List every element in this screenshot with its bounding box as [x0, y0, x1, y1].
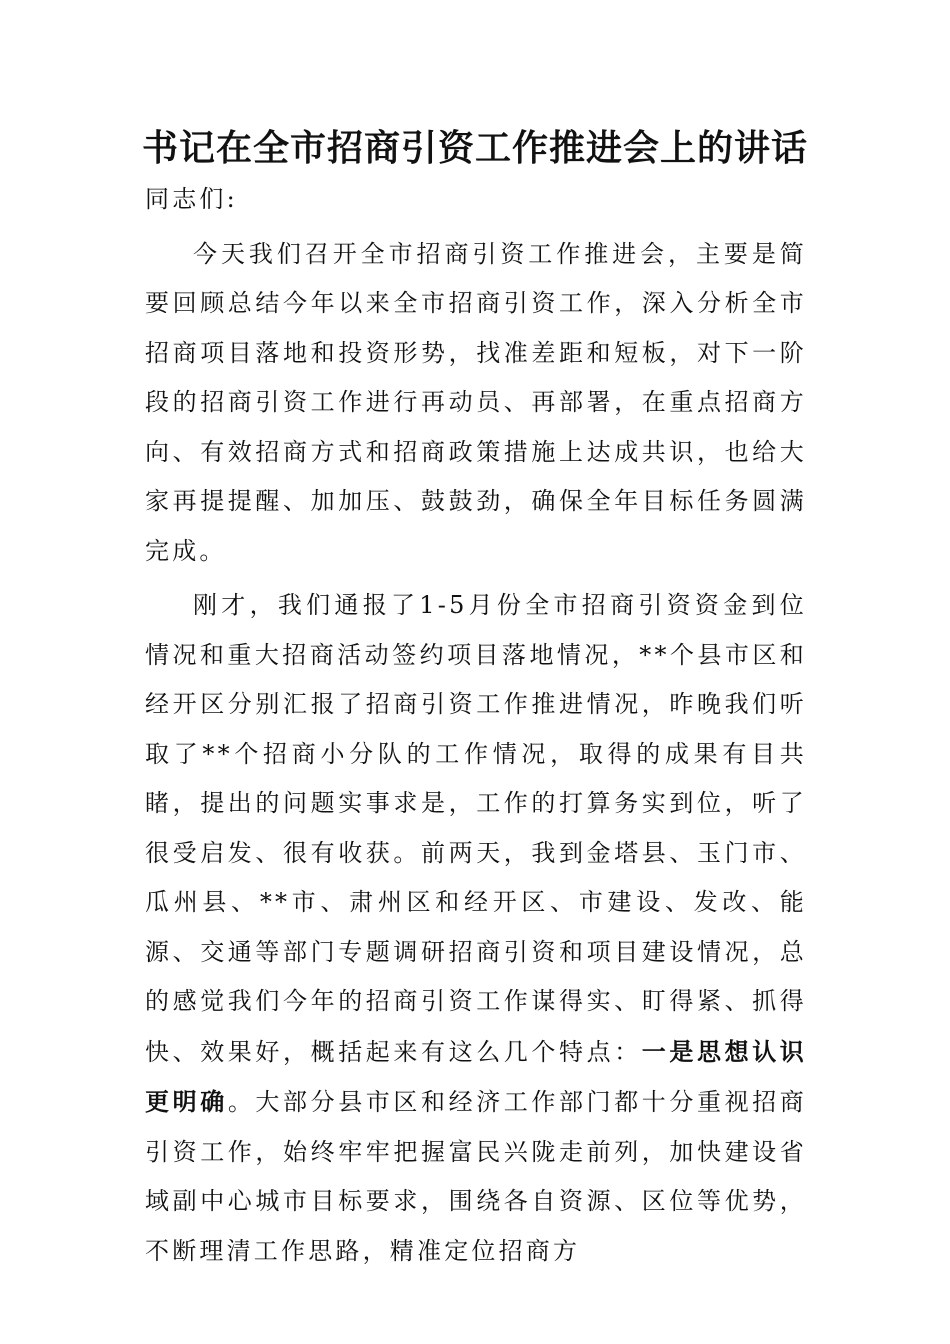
- document-title: 书记在全市招商引资工作推进会上的讲话: [141, 127, 808, 169]
- paragraph-2: [145, 581, 807, 1276]
- paragraph-2-emphasis: 一是思想认识更明确: [145, 1036, 807, 1116]
- salutation: 同志们:: [145, 185, 238, 213]
- paragraph-2-text-before: 刚才，我们通报了1-5月份全市招商引资资金到位情况和重大招商活动签约项目落地情况，**个县市区和经开区分别汇报了招商引资工作推进情况，昨晚我们听取了**个招商小分队的工作情况，取得的成果有目共睹，提出的问题实事求是，工作的打算务实到位，听了很受启发、很有收获。前两天，我到金塔县、玉门市、瓜州县、**市、肃州区和经开区、市建设、发改、能源、交通等部门专题调研招商引资和项目建设情况，总的感觉我们今年的招商引资工作谋得实、盯得紧、抓得快、效果好，概括起来有这么几个特点：: [145, 591, 807, 1066]
- paragraph-2-text-after: 。大部分县市区和经济工作部门都十分重视招商引资工作，始终牢牢把握富民兴陇走前列，加快建设省域副中心城市目标要求，围绕各自资源、区位等优势，不断理清工作思路，精准定位招商方: [145, 1088, 807, 1265]
- paragraph-1: 今天我们召开全市招商引资工作推进会，主要是简要回顾总结今年以来全市招商引资工作，深入分析全市招商项目落地和投资形势，找准差距和短板，对下一阶段的招商引资工作进行再动员、再部署，在重点招商方向、有效招商方式和招商政策措施上达成共识，也给大家再提提醒、加加压、鼓鼓劲，确保全年目标任务圆满完成。: [145, 239, 807, 565]
- document-body: [145, 175, 807, 1281]
